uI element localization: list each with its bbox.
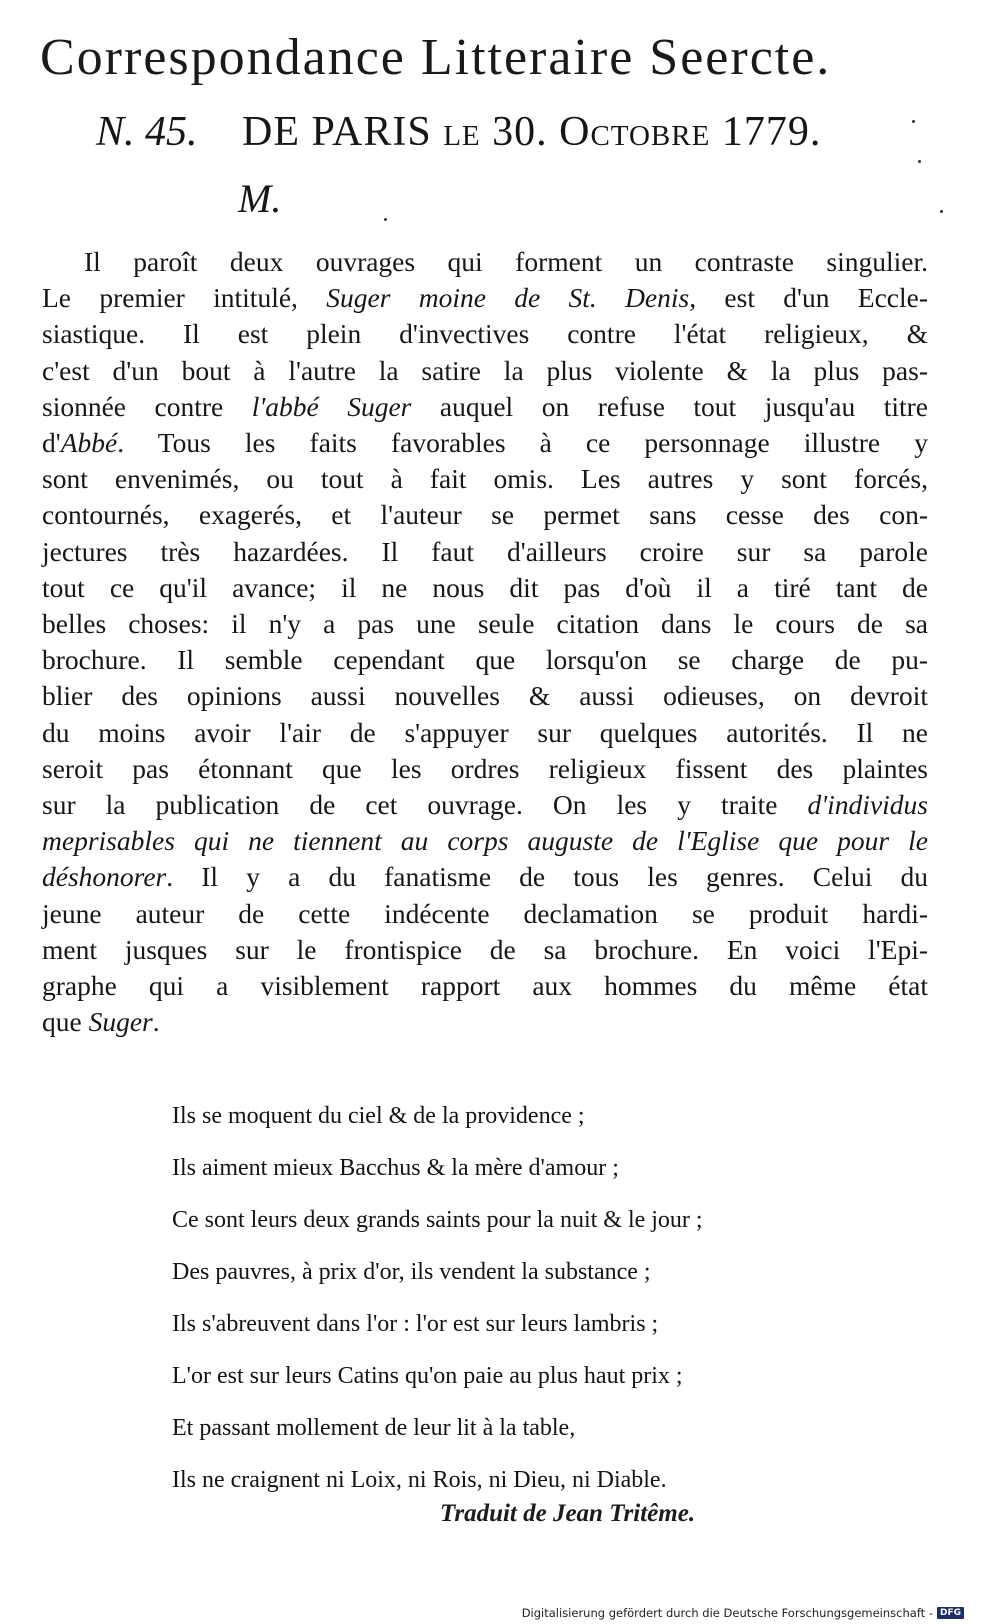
epigraph-attribution: Traduit de Jean Tritême.: [440, 1500, 696, 1527]
digitization-credit: [522, 1606, 964, 1620]
verse-line: Ils ne craignent ni Loix, ni Rois, ni Dieu, ni Diable.: [172, 1467, 667, 1493]
body-line: déshonorer. Il y a du fanatisme de tous les genres. Celui du: [42, 861, 928, 893]
credit-text: Digitalisierung gefördert durch die Deutsche Forschungsgemeinschaft -: [521, 1606, 933, 1620]
verse-line: Ils se moquent du ciel & de la providence ;: [172, 1103, 585, 1129]
verse-line: Et passant mollement de leur lit à la table,: [172, 1415, 576, 1441]
verse-line: Ils s'abreuvent dans l'or : l'or est sur leurs lambris ;: [172, 1311, 659, 1337]
body-line: siastique. Il est plein d'invectives contre l'état religieux, &: [42, 318, 928, 350]
dateline: DE PARIS le 30. Octobre 1779.: [242, 109, 822, 155]
body-line: seroit pas étonnant que les ordres religieux fissent des plaintes: [42, 752, 928, 784]
article-body: [42, 244, 928, 1040]
body-line: contournés, exagerés, et l'auteur se permet sans cesse des con-: [42, 499, 928, 531]
body-line: graphe qui a visiblement rapport aux hommes du même état: [42, 970, 928, 1002]
scan-speck: [384, 218, 387, 221]
body-line: belles choses: il n'y a pas une seule citation dans le cours de sa: [42, 608, 928, 640]
body-line: sur la publication de cet ouvrage. On les y traite d'individus: [42, 789, 928, 821]
body-line: Le premier intitulé, Suger moine de St. Denis, est d'un Eccle-: [42, 282, 929, 314]
issue-number: N. 45.: [96, 109, 198, 155]
scan-speck: [912, 120, 915, 123]
verse-line: L'or est sur leurs Catins qu'on paie au plus haut prix ;: [172, 1363, 683, 1389]
scan-speck: [940, 210, 943, 213]
body-line: sionnée contre l'abbé Suger auquel on refuse tout jusqu'au titre: [42, 390, 928, 422]
salutation: M.: [238, 176, 282, 221]
verse-line: Ce sont leurs deux grands saints pour la nuit & le jour ;: [172, 1207, 703, 1233]
verse-line: Ils aiment mieux Bacchus & la mère d'amour ;: [172, 1155, 619, 1181]
body-line: meprisables qui ne tiennent au corps auguste de l'Eglise que pour le: [42, 825, 928, 857]
body-line: sont envenimés, ou tout à fait omis. Les autres y sont forcés,: [42, 463, 928, 495]
dfg-logo: DFG: [937, 1607, 964, 1619]
body-line: Il paroît deux ouvrages qui forment un contraste singulier.: [84, 246, 928, 277]
body-line: c'est d'un bout à l'autre la satire la plus violente & la plus pas-: [42, 354, 928, 386]
body-line: brochure. Il semble cependant que lorsqu'on se charge de pu-: [42, 644, 928, 676]
scan-speck: [918, 160, 921, 163]
body-line: du moins avoir l'air de s'appuyer sur quelques autorités. Il ne: [42, 716, 928, 748]
body-line: d'Abbé. Tous les faits favorables à ce personnage illustre y: [42, 427, 928, 459]
body-line: blier des opinions aussi nouvelles & aussi odieuses, on devroit: [42, 680, 928, 712]
issue-line: [96, 108, 916, 156]
journal-masthead: Correspondance Litteraire Seercte.: [40, 29, 832, 86]
body-line: que Suger.: [42, 1006, 160, 1038]
body-line: ment jusques sur le frontispice de sa brochure. En voici l'Epi-: [42, 933, 928, 965]
epigraph-verse: [172, 1090, 772, 1506]
body-line: jectures très hazardées. Il faut d'ailleurs croire sur sa parole: [42, 535, 928, 567]
verse-line: Des pauvres, à prix d'or, ils vendent la substance ;: [172, 1259, 651, 1285]
body-line: tout ce qu'il avance; il ne nous dit pas d'où il a tiré tant de: [42, 571, 928, 603]
body-line: jeune auteur de cette indécente declamation se produit hardi-: [42, 897, 928, 929]
